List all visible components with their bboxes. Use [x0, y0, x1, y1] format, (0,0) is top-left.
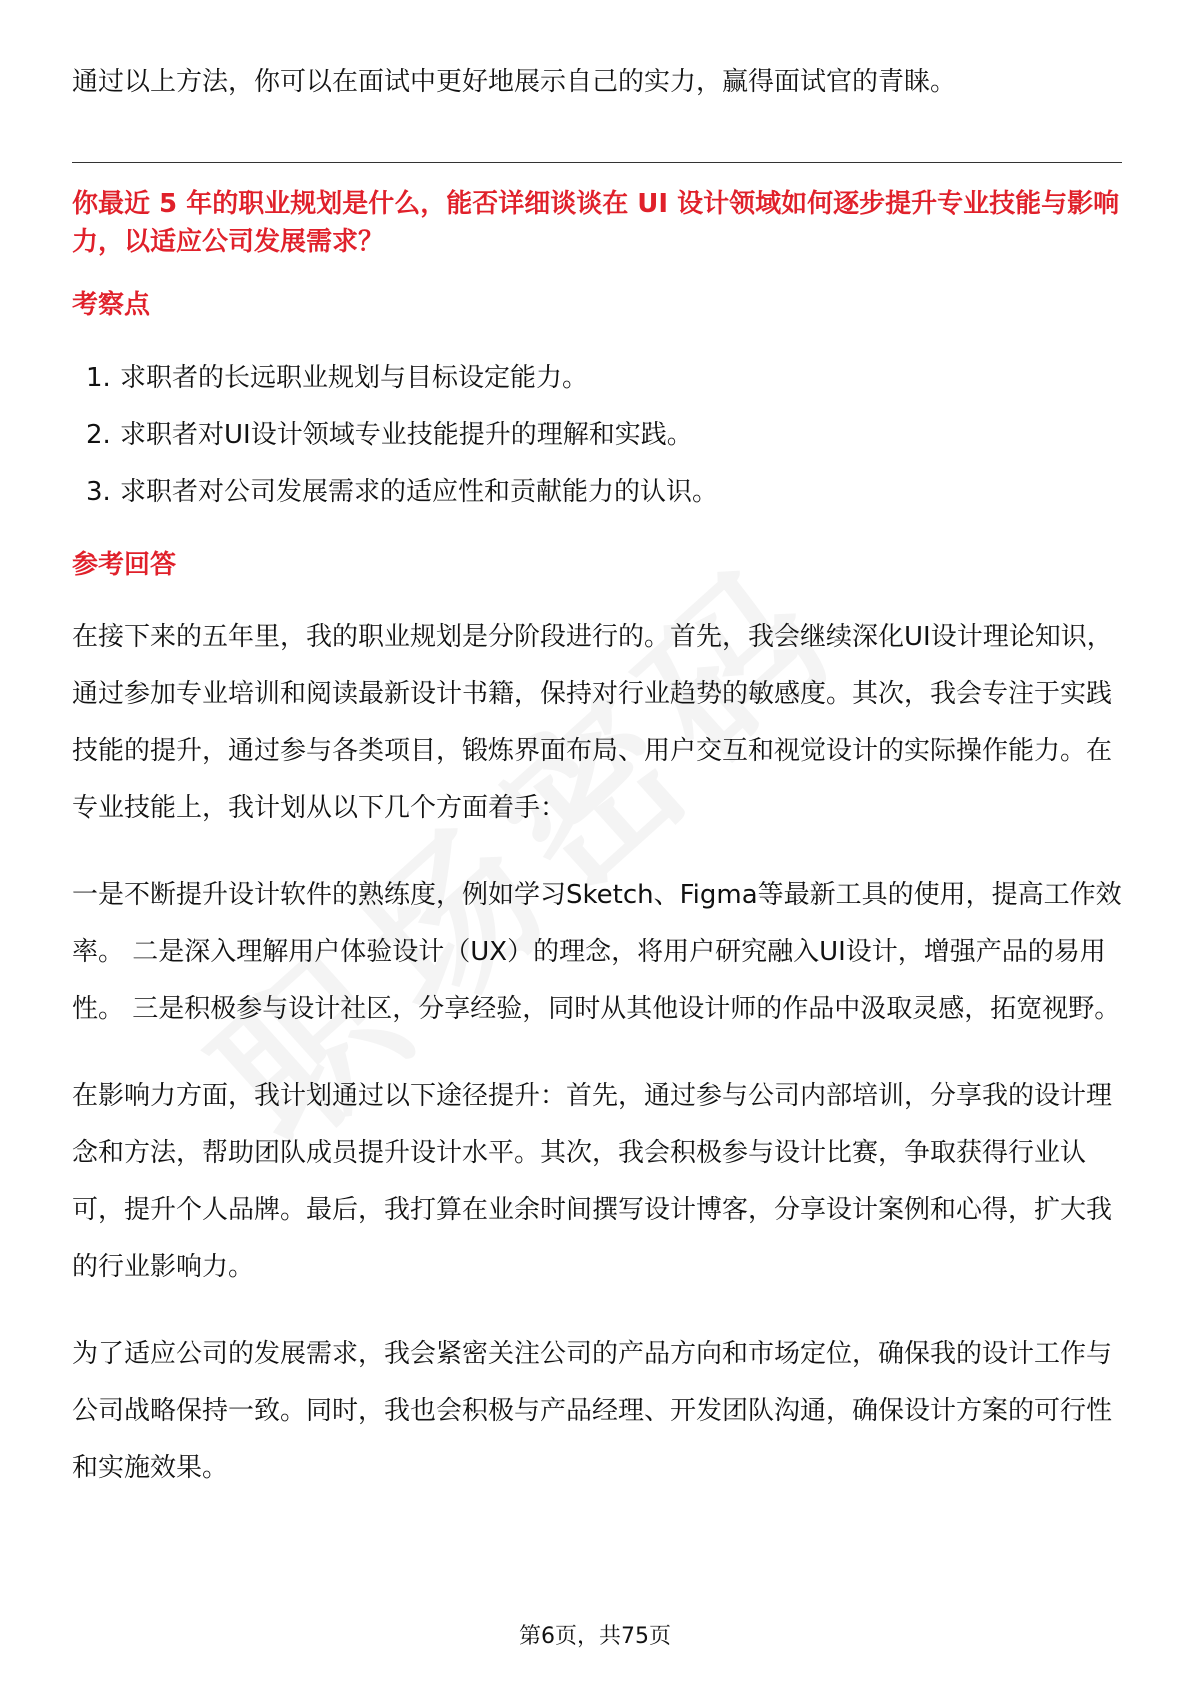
answer-title: 参考回答 [72, 550, 177, 580]
list-item-number: 2. [86, 420, 111, 450]
intro-paragraph: 通过以上方法，你可以在面试中更好地展示自己的实力，赢得面试官的青睐。 [72, 67, 957, 97]
list-item [72, 464, 1122, 521]
page-footer: 第6页，共75页 [519, 1624, 671, 1649]
list-item [72, 407, 1122, 464]
list-item-text: 求职者的长远职业规划与目标设定能力。 [120, 363, 589, 393]
list-item-text: 求职者对UI设计领域专业技能提升的理解和实践。 [120, 420, 693, 450]
list-item-text: 求职者对公司发展需求的适应性和贡献能力的认识。 [120, 477, 719, 507]
answer-paragraph: 在影响力方面，我计划通过以下途径提升：首先，通过参与公司内部培训，分享我的设计理念和方法，帮助团队成员提升设计水平。其次，我会积极参与设计比赛，争取获得行业认可，提升个人品牌。最后，我打算在业余时间撰写设计博客，分享设计案例和心得，扩大我的行业影响力。 [72, 1081, 1113, 1282]
examination-list [72, 350, 1122, 521]
document-body [72, 62, 1122, 1497]
answer-paragraph: 在接下来的五年里，我的职业规划是分阶段进行的。首先，我会继续深化UI设计理论知识，通过参加专业培训和阅读最新设计书籍，保持对行业趋势的敏感度。其次，我会专注于实践技能的提升，通过参与各类项目，锻炼界面布局、用户交互和视觉设计的实际操作能力。在专业技能上，我计划从以下几个方面着手： [72, 622, 1113, 823]
list-item [72, 350, 1122, 407]
examination-title: 考察点 [72, 290, 151, 320]
answer-paragraph: 为了适应公司的发展需求，我会紧密关注公司的产品方向和市场定位，确保我的设计工作与公司战略保持一致。同时，我也会积极与产品经理、开发团队沟通，确保设计方案的可行性和实施效果。 [72, 1339, 1113, 1483]
answer-paragraph: 一是不断提升设计软件的熟练度，例如学习Sketch、Figma等最新工具的使用，提高工作效率。 二是深入理解用户体验设计（UX）的理念，将用户研究融入UI设计，增强产品的易用性。 三是积极参与设计社区，分享经验，同时从其他设计师的作品中汲取灵感，拓宽视野。 [72, 880, 1122, 1024]
section-divider [72, 162, 1122, 163]
list-item-number: 3. [86, 477, 111, 507]
question-heading: 你最近 5 年的职业规划是什么，能否详细谈谈在 UI 设计领域如何逐步提升专业技能与影响力，以适应公司发展需求？ [72, 189, 1120, 257]
list-item-number: 1. [86, 363, 111, 393]
